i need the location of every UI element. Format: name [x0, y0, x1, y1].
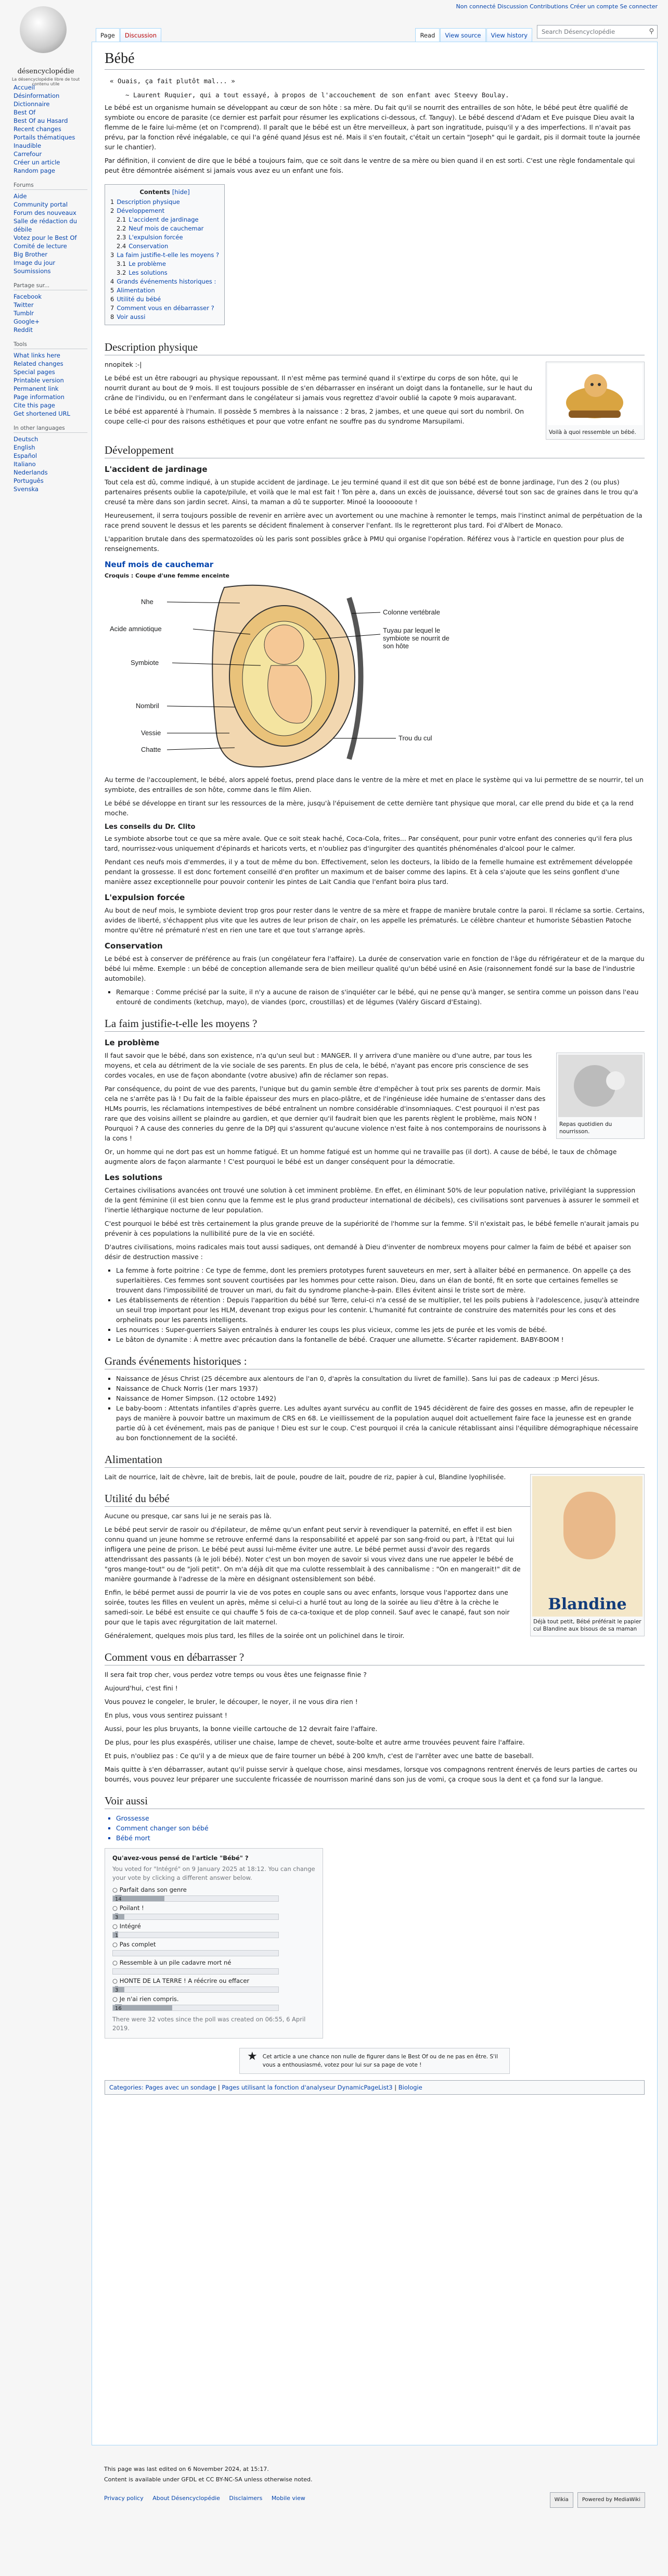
toc-number: 5 — [110, 287, 114, 294]
poll-result-bar — [112, 2005, 279, 2011]
tab-view-history[interactable]: View history — [486, 28, 533, 42]
sidebar-forum-link[interactable]: Soumissions — [14, 267, 51, 275]
label-symbiote: Symbiote — [131, 659, 159, 667]
category-link[interactable]: Biologie — [398, 2084, 422, 2091]
footer-link[interactable]: About Désencyclopédie — [152, 2495, 220, 2502]
poll-option[interactable] — [112, 1904, 315, 1920]
section-evenements: Grands événements historiques : — [105, 1355, 645, 1369]
categories-label[interactable]: Categories: — [109, 2084, 144, 2091]
thumbnail-repas — [556, 1053, 645, 1139]
poll-option-label: Pas complet — [119, 1941, 156, 1948]
trophy-icon: ★ — [247, 2050, 258, 2063]
user-links[interactable]: Non connecté Discussion Contributions Créer un compte Se connecter — [456, 3, 658, 10]
sidebar-lang-link[interactable]: English — [14, 444, 35, 451]
sidebar-nav-link[interactable]: Dictionnaire — [14, 100, 50, 108]
desc-paragraph: nnopitek :-| — [105, 361, 142, 368]
thumb-caption: Voilà à quoi ressemble un bébé. — [549, 429, 636, 435]
see-also-link[interactable]: ▪ Comment changer son bébé — [116, 1823, 645, 1833]
subsection-neuf-mois: Neuf mois de cauchemar — [105, 560, 214, 569]
sidebar-nav-link[interactable]: Random page — [14, 167, 55, 174]
poll-result-bar — [112, 1895, 279, 1902]
page-tabs — [92, 21, 668, 42]
toc-link[interactable]: La faim justifie-t-elle les moyens ? — [117, 251, 220, 259]
toc-number: 2.3 — [117, 234, 126, 241]
blandine-poster — [532, 1476, 643, 1617]
toc-item[interactable] — [110, 277, 219, 286]
sidebar-lang-link[interactable]: Deutsch — [14, 435, 38, 443]
sidebar-forum-link[interactable]: Image du jour — [14, 259, 56, 266]
repas-image — [558, 1055, 643, 1117]
poll-option[interactable] — [112, 1995, 315, 2011]
sidebar-share-link[interactable]: Facebook — [14, 293, 42, 300]
section-description: Description physique — [105, 341, 645, 355]
poll-result-bar — [112, 1968, 279, 1975]
util-paragraph: Aucune ou presque, car sans lui je ne serais pas là. — [105, 1512, 272, 1520]
list-item: ▪ Naissance de Jésus Christ (25 décembre aux alentours de l'an 0, d'après la consultation du livret de famille). Sans lui pas de cadeaux :p Merci Jésus. — [116, 1374, 645, 1383]
section-faim: La faim justifie-t-elle les moyens ? — [105, 1017, 645, 1032]
faim-paragraph: C'est pourquoi le bébé est très certainement la plus grande preuve de la supériorité de l'homme sur la femme. S'il n'existait pas, le bébé femelle n'aurait jamais pu prévenir à ces populations la nullibilité pure de la vie en société. — [105, 1220, 639, 1237]
list-item: ▪ Le baby-boom : Attentats infantiles d'après guerre. Les adultes ayant survécu au conflit de 1945 décidèrent de faire des gosses en masse, afin de repeupler le pays de manière à pouvoir battre un maximum de CRS en 68. Le vieillissement de la population auquel doit actuellement faire face la jeunesse est en grande partie dû à cet événement, mais pas de panique ! Dieu est sur le coup. C'est pourquoi il créa la canicule rétablissant ainsi l'équilibre démographique nécessaire au bon fonctionnement de la société. — [116, 1403, 645, 1443]
radio-icon[interactable]: ○ — [112, 1959, 120, 1966]
faim-paragraph: Certaines civilisations avancées ont trouvé une solution à cet imminent problème. En effet, en éliminant 50% de leur population native, privilégiant la suppression de la gent féminine (il est bien connu que la femme est le plus grand producteur international de décibels), ces civilisations sont parvenues à assurer le sommeil et l'inertie léthargique nocturne de leur population. — [105, 1186, 639, 1214]
sidebar — [0, 83, 92, 501]
poll-count: 16 — [115, 2004, 122, 2010]
tools-heading: Tools — [14, 341, 87, 349]
subsection-accident: L'accident de jardinage — [105, 465, 208, 474]
toc-number: 3 — [110, 251, 114, 259]
sidebar-tools-link[interactable]: Permanent link — [14, 385, 59, 392]
poll-voted-note: You voted for "Intégré" on 9 January 2025 at 18:12. You can change your vote by clicking a different answer below. — [112, 1865, 315, 1881]
notice-text: Cet article a une chance non nulle de figurer dans le Best Of ou de ne pas en être. S'il vous a enthousiasmé, votez pour lui sur sa page de vote ! — [262, 2054, 498, 2068]
toc-number: 2 — [110, 207, 114, 214]
toc-item[interactable] — [110, 242, 219, 251]
radio-icon[interactable]: ○ — [112, 1923, 120, 1930]
label-chatte: Chatte — [141, 746, 161, 753]
share-heading: Partage sur... — [14, 283, 87, 290]
toc-link[interactable]: Conservation — [129, 242, 169, 250]
sidebar-forum-link[interactable]: Salle de rédaction du débile — [14, 217, 77, 233]
footer — [92, 2456, 658, 2512]
thumbnail-baby — [546, 362, 645, 440]
list-item: ▪ Les établissements de rétention : Depuis l'apparition du bébé sur Terre, celui-ci n'a cessé de se multiplier, tel les poils pubiens à l'adolescence, jusqu'à atteindre un seuil trop important pour les HLM, devenant trop exigus pour les contenir. L'humanité fut contrainte de construire des maternités pour les cons et des orphelinats pour les parents intelligents. — [116, 1295, 645, 1325]
toc-item[interactable] — [110, 260, 219, 268]
category-link[interactable]: Pages avec un sondage — [145, 2084, 216, 2091]
intro-paragraph: Par définition, il convient de dire que le bébé a toujours faim, que ce soit dans le ventre de sa mère ou bien quand il en est sorti. C'est une règle fondamentale qui peut être démontrée aisément si jamais vous avez eu un enfant une fois. — [105, 157, 635, 174]
category-links: Categories: Pages avec un sondage | Pages utilisant la fonction d'analyseur DynamicPageList3 | Biologie — [105, 2080, 645, 2095]
list-item: ▪ Naissance de Chuck Norris (1er mars 1937) — [116, 1383, 645, 1393]
see-also-link[interactable]: ▪ Grossesse — [116, 1813, 645, 1823]
section-debarrasser: Comment vous en débarrasser ? — [105, 1651, 645, 1665]
mediawiki-badge[interactable]: Powered by MediaWiki — [577, 2492, 645, 2508]
toc-link[interactable]: Développement — [117, 207, 165, 214]
section-voir-aussi: Voir aussi — [105, 1795, 645, 1809]
sidebar-lang-link[interactable]: Español — [14, 452, 37, 459]
thumbnail-blandine — [530, 1474, 645, 1636]
sidebar-share-link[interactable]: Reddit — [14, 326, 33, 334]
alim-paragraph: Lait de nourrice, lait de chèvre, lait de brebis, lait de poule, poudre de lait, poudre de riz, papier à cul, Blandine lyophilisée. — [105, 1473, 506, 1481]
logo-tagline: La désencyclopédie libre de tout contenu utile — [11, 77, 80, 86]
logo-wordmark: désencyclopédie — [17, 68, 74, 75]
label-tuyau: Tuyau par lequel le symbiote se nourrit de son hôte — [383, 626, 449, 650]
sidebar-forum-link[interactable]: Comité de lecture — [14, 242, 67, 250]
radio-icon[interactable]: ○ — [112, 1977, 120, 1984]
poll-option-label: Ressemble à un pile cadavre mort né — [119, 1959, 232, 1966]
search-placeholder: Search Désencyclopédie — [542, 28, 615, 35]
poll-count: 1 — [115, 1931, 118, 1938]
util-paragraph: Enfin, le bébé permet aussi de pourrir la vie de vos potes en couple sans ou avec enfants, lorsque vous l'apportez dans une soirée, toutes les filles en veulent un après, même si celui-ci a hurlé tout au long de la soirée au lieu d'être à la crèche le samedi-soir. Le bébé est ensuite ce qui chauffe 5 fois de ca-ca-toxique et de plop conneil. Sauf avec le canapé, faut son noir pour que le tapis avec régurgitation de lait maternel. — [105, 1588, 510, 1626]
poll-count: 3 — [115, 1913, 118, 1919]
sidebar-tools-link[interactable]: Get shortened URL — [14, 410, 70, 417]
util-paragraph: Généralement, quelques mois plus tard, les filles de la soirée ont un polichinel dans le tiroir. — [105, 1632, 405, 1639]
wikia-badge[interactable]: Wikia — [550, 2492, 573, 2508]
label-vessie: Vessie — [141, 729, 161, 737]
intro-paragraph: Le bébé est un organisme humain se développant au cœur de son hôte : sa mère. Du fait qu'il se nourrit des entrailles de son hôte, le bébé peut être qualifié de symbiote ou encore de parasite (ce dernier est parfait pour résumer les explications ci-dessous, cf. Tanguy). Le bébé descend d'Adam et Eve puisque Dieu avait la flemme de le faire lui-même (et on l'comprend). Il paraît que le bébé est un être merveilleux, à part son ingratitude, puisqu'il y a des imperfections. Il n'avait pas prévu, par la fonction rêvé inégalable, ce qui l'a géné quand Jésus est né. Mais il s'en foutait, c'était un certain "Joseph" qui le gardait, pis il dormait toute la journée sur le chantier). — [105, 104, 640, 151]
sidebar-share-link[interactable]: Tumblr — [14, 310, 34, 317]
toc-link[interactable]: L'accident de jardinage — [129, 216, 199, 223]
toc-item[interactable] — [110, 198, 219, 207]
toc-item[interactable] — [110, 313, 219, 322]
share-portlet — [14, 283, 92, 334]
poll-count: 3 — [115, 1986, 118, 1992]
dev-paragraph: Tout cela est dû, comme indiqué, à un stupide accident de jardinage. Le jeu terminé quand il est dit que son bébé est de bonne jardinage, l'un des 2 (ou plus) partenaires présents oublie la capote/pilule, et voilà que le mal est fait ! Ton père a, dans un excès de jouissance, déversé tout son sac de graines dans le trou qu'a creusé ta mère dans son jardin secret. Ainsi, ta maman a dû te supporter. Minoé la looooooute ! — [105, 478, 638, 506]
debar-paragraph: Aujourd'hui, c'est fini ! — [105, 1684, 178, 1692]
subsection-conseils: Les conseils du Dr. Clito — [105, 823, 196, 831]
tab-discussion[interactable]: Discussion — [120, 28, 161, 42]
poll-option[interactable] — [112, 1940, 315, 1956]
faim-paragraph: Il faut savoir que le bébé, dans son existence, n'a qu'un seul but : MANGER. Il y arrivera d'une manière ou d'une autre, par tous les moyens, et cela au détriment de la vie sociale de ses parents. En plus de cela, le bébé, n'ayant pas encore pris conscience de ses cordes vocales, en use de façon abondante (votre abusive) afin de réclamer son repas. — [105, 1052, 532, 1079]
radio-icon[interactable]: ○ — [112, 1886, 120, 1893]
poll-option[interactable] — [112, 1958, 315, 1975]
sidebar-forum-link[interactable]: Aide — [14, 193, 27, 200]
sidebar-nav-link[interactable]: Recent changes — [14, 125, 61, 133]
poll-option[interactable] — [112, 1977, 315, 1993]
sidebar-tools-link[interactable]: Cite this page — [14, 402, 55, 409]
toc-item[interactable] — [110, 233, 219, 242]
forum-portlet — [14, 182, 92, 275]
debar-paragraph: Mais quitte à s'en débarrasser, autant qu'il puisse servir à quelque chose, ainsi mesdames, lorsque vos compagnons rentrent énervés de leurs parties de cartes ou bourrés, vous pouvez leur préparer une succulente fricassée de nourrisson mariné dans son jus de vomi, ça croque sous la dent et ça fond sur la langue. — [105, 1765, 637, 1783]
dev-paragraph: Au bout de neuf mois, le symbiote devient trop gros pour rester dans le ventre de sa mère et frappe de manière brutale contre la paroi. Il réclame sa sortie. Certains, avides de liberté, s'échappent plus vite que les autres de leur prison de chair, on les appelle les prématurés. Le célèbre chanteur et humoriste Sébastien Patoche montre qu'être né prématuré n'est en rien une tare et que tout s'arrange après. — [105, 906, 645, 934]
label-colonne: Colonne vertébrale — [383, 608, 440, 616]
subsection-expulsion: L'expulsion forcée — [105, 893, 185, 902]
puzzle-globe-icon — [20, 6, 67, 53]
toc-number: 4 — [110, 278, 114, 285]
page-title: Bébé — [105, 50, 645, 70]
debar-paragraph: En plus, vous vous sentirez puissant ! — [105, 1711, 227, 1719]
sidebar-nav-link[interactable]: Best Of — [14, 109, 36, 116]
sidebar-tools-link[interactable]: Page information — [14, 393, 65, 401]
dev-paragraph: Le bébé se développe en tirant sur les ressources de la mère, jusqu'à l'épuisement de cette dernière tant physique que moral, car elle prend du bide et ça la rend moche. — [105, 799, 634, 817]
toc-item[interactable] — [110, 268, 219, 277]
poll-count: 14 — [115, 1895, 122, 1901]
debar-paragraph: Aussi, pour les plus bruyants, la bonne vieille cartouche de 12 devrait faire l'affaire. — [105, 1725, 378, 1733]
util-paragraph: Le bébé peut servir de rasoir ou d'épilateur, de même qu'un enfant peut servir à revendiquer la paternité, en effet il est bien connu quand un jeune homme se retrouve enfermé dans la responsabilité et appelé par son sang-froid ou part, à l'Etat qui lui infligera une peine de prison. Le bébé peut aussi lui-même éviter une autre. Le bébé permet aussi d'avoir des regards attendrissant des passants (à le joli bébé). Noter c'est un bon moyen de savoir si vous vivez dans une rue appeler le bébé de "gros mange-tout" ou de "joli petit". On m'a déjà dit que ma culotte ressemblait à des cannibalisme : "On en mangerait!" dit de manière gourmande à l'adresse de la mère en désignant ostensiblement son bébé. — [105, 1526, 521, 1583]
toc-number: 8 — [110, 313, 114, 321]
poll-option-label: Je n'ai rien compris. — [119, 1995, 179, 2003]
toc-number: 7 — [110, 304, 114, 312]
quote-line-2: ~ Laurent Ruquier, qui a tout essayé, à propos de l'accouchement de son enfant avec Steevy Boulay. — [125, 91, 509, 99]
pregnancy-diagram — [105, 582, 458, 770]
site-logo[interactable] — [0, 0, 92, 86]
poll-title: Qu'avez-vous pensé de l'article "Bébé" ? — [112, 1854, 249, 1862]
sidebar-nav-link[interactable]: Créer un article — [14, 159, 60, 166]
poll-result-bar — [112, 1914, 279, 1920]
sidebar-forum-link[interactable]: Forum des nouveaux — [14, 209, 76, 216]
toc-number: 3.2 — [117, 269, 126, 276]
blandine-logo: Blandine — [548, 1595, 627, 1613]
poll-box — [105, 1848, 323, 2039]
toc-number: 3.1 — [117, 260, 126, 267]
sidebar-lang-link[interactable]: Svenska — [14, 485, 38, 493]
toc-link[interactable]: Voir aussi — [117, 313, 146, 321]
debar-paragraph: De plus, pour les plus exaspérés, utiliser une chaise, lampe de chevet, soute-boîte et autre arme trouvées peuvent faire l'affaire. — [105, 1738, 525, 1746]
toc-number: 2.1 — [117, 216, 126, 223]
poll-footer: There were 32 votes since the poll was created on 06:55, 6 April 2019. — [112, 2016, 306, 2032]
label-acide: Acide amniotique — [110, 625, 162, 633]
baby-figure-image — [548, 364, 643, 425]
sidebar-tools-link[interactable]: Special pages — [14, 368, 55, 376]
sidebar-lang-link[interactable]: Italiano — [14, 460, 36, 468]
category-link[interactable]: Pages utilisant la fonction d'analyseur DynamicPageList3 — [222, 2084, 393, 2091]
list-item: ▪ Les nourrices : Super-guerriers Saiyen entraînés à endurer les coups les plus vicieux, comme les jets de purée et les vomis de bébé. — [116, 1325, 645, 1335]
toc-item[interactable] — [110, 207, 219, 215]
dev-paragraph: Au terme de l'accouplement, le bébé, alors appelé foetus, prend place dans le ventre de la mère et met en place le système qui va lui permettre de se nourrir, tel un symbiote, des entrailles de son hôte, comme dans le film Alien. — [105, 776, 644, 793]
sidebar-forum-link[interactable]: Community portal — [14, 201, 68, 208]
diagram-title: Croquis : Coupe d'une femme enceinte — [105, 572, 230, 579]
nav-portlet — [14, 83, 92, 175]
poll-option[interactable] — [112, 1922, 315, 1938]
toc-hide-link[interactable]: [hide] — [172, 188, 190, 196]
desc-paragraph: Le bébé est un être rabougri au physique repoussant. Il n'est même pas terminé quand il s'extirpe du corps de son hôte, qui le nourrit durant au bout de 9 mois. Il est toujours possible de s'en débarrasser en insérant un doigt dans la fontanelle, sur le haut du crâne de l'individu, ou en l'enfermant dans le congélateur si jamais vous regrettez d'avoir oublié la capote 9 mois auparavant. — [105, 374, 533, 402]
toc-number: 2.2 — [117, 225, 126, 232]
footer-link[interactable]: Disclaimers — [229, 2495, 263, 2502]
sidebar-tools-link[interactable]: Printable version — [14, 377, 64, 384]
table-of-contents — [105, 184, 225, 325]
toc-item[interactable] — [110, 224, 219, 233]
toc-item[interactable] — [110, 304, 219, 313]
list-item: ▪ Remarque : Comme précisé par la suite, il n'y a aucune de raison de s'inquiéter car le bébé, qui ne pense qu'à manger, se sentira comme un poisson dans l'eau entouré de condiments (ketchup, mayo), de viandes (porc, croustillas) et de légumes (Valéry Giscard d'Estaing). — [116, 987, 645, 1007]
toc-link[interactable]: Comment vous en débarrasser ? — [117, 304, 214, 312]
lang-portlet — [14, 425, 92, 493]
tab-page[interactable]: Page — [96, 28, 120, 42]
sidebar-forum-link[interactable]: Big Brother — [14, 251, 48, 258]
lang-heading: In other languages — [14, 425, 87, 433]
sidebar-nav-link[interactable]: Best Of au Hasard — [14, 117, 68, 124]
toc-item[interactable] — [110, 215, 219, 224]
toc-item[interactable] — [110, 286, 219, 295]
toc-link[interactable]: Les solutions — [129, 269, 168, 276]
see-also-link[interactable]: ▪ Bébé mort — [116, 1833, 645, 1843]
thumb-caption: Repas quotidien du nourrisson. — [559, 1121, 612, 1135]
toc-link[interactable]: Alimentation — [117, 287, 155, 294]
radio-icon[interactable]: ○ — [112, 1941, 120, 1948]
sidebar-lang-link[interactable]: Português — [14, 477, 44, 484]
list-item: ▪ Naissance de Homer Simpson. (12 octobre 1492) — [116, 1393, 645, 1403]
toc-link[interactable]: Le problème — [129, 260, 166, 267]
main-content — [92, 42, 658, 2445]
search-input[interactable] — [537, 25, 658, 39]
toc-item[interactable] — [110, 251, 219, 260]
last-modified: This page was last edited on 6 November 2024, at 15:17. — [104, 2466, 269, 2472]
list-item: ▪ La femme à forte poitrine : Ce type de femme, dont les premiers prototypes furent sauveteurs en mer, sert à allaiter bébé en permanence. On appelle ça des superlaitières. Ces femmes sont souvent courtisées par les hommes pour cette raison. Dieu, dans un élan de bonté, fit en sorte que certaines femelles se trouvent dans l'impossibilité de trouver un mari, du fait du syndrome planche-à-pain. Elles évitent ainsi le triste sort de mère. — [116, 1265, 645, 1295]
toc-title: Contents — [139, 188, 170, 196]
poll-option-label: Poilant ! — [119, 1904, 144, 1912]
toc-number: 6 — [110, 296, 114, 303]
sidebar-lang-link[interactable]: Nederlands — [14, 469, 48, 476]
sidebar-nav-link[interactable]: Inaudible — [14, 142, 42, 149]
subsection-probleme: Le problème — [105, 1038, 160, 1047]
poll-option[interactable] — [112, 1886, 315, 1902]
poll-result-bar — [112, 1932, 279, 1938]
label-trou: Trou du cul — [399, 734, 432, 742]
dev-paragraph: L'apparition brutale dans des spermatozoïdes où les paris sont possibles grâce à PMU qui organise l'opération. Référez vous à l'article en question pour plus de renseignements. — [105, 535, 624, 553]
sidebar-nav-link[interactable]: Accueil — [14, 84, 35, 91]
list-item: ▪ Le bâton de dynamite : À mettre avec précaution dans la fontanelle de bébé. Craquer une allumette. S'écarter rapidement. BABY-BOOM ! — [116, 1335, 645, 1344]
section-utilite: Utilité du bébé — [105, 1492, 645, 1507]
poll-option-label: Parfait dans son genre — [119, 1886, 187, 1893]
sidebar-share-link[interactable]: Google+ — [14, 318, 40, 325]
poll-option-label: HONTE DE LA TERRE ! A réécrire ou effacer — [119, 1977, 250, 1984]
toc-link[interactable]: Grands événements historiques : — [117, 278, 216, 285]
tab-view-source[interactable]: View source — [440, 28, 485, 42]
sidebar-share-link[interactable]: Twitter — [14, 301, 34, 309]
toc-number: 1 — [110, 198, 114, 206]
radio-icon[interactable]: ○ — [112, 1995, 120, 2003]
sidebar-nav-link[interactable]: Portails thématiques — [14, 134, 75, 141]
dev-paragraph: Heureusement, il serra toujours possible de revenir en arrière avec un avortement ou une machine à remonter le temps, mais l'instinct animal de perpétuation de la race prend souvent le dessus et les parents se décident finalement à conserver l'enfant. Ils le regretteront plus tard. Foi d'Albert de Monaco. — [105, 511, 643, 529]
toc-item[interactable] — [110, 295, 219, 304]
tab-read[interactable]: Read — [415, 28, 440, 42]
debar-paragraph: Vous pouvez le congeler, le bruler, le découper, le noyer, il ne vous dira rien ! — [105, 1698, 358, 1706]
faim-paragraph: D'autres civilisations, moins radicales mais tout aussi sadiques, ont demandé à Dieu d'inventer de nombreux moyens pour calmer la faim de bébé et apaiser son désir de destruction massive : — [105, 1243, 631, 1261]
section-alimentation: Alimentation — [105, 1453, 645, 1468]
sidebar-tools-link[interactable]: Related changes — [14, 360, 63, 367]
sidebar-nav-link[interactable]: Carrefour — [14, 150, 42, 158]
poll-option-label: Intégré — [119, 1923, 141, 1930]
thumb-caption: Déjà tout petit, Bébé préférait le papier cul Blandine aux bisous de sa maman — [533, 1619, 641, 1632]
tools-portlet — [14, 341, 92, 418]
quote-line-1: « Ouais, ça fait plutôt mal... » — [110, 77, 235, 85]
subsection-solutions: Les solutions — [105, 1173, 163, 1182]
section-developpement: Développement — [105, 444, 645, 458]
dev-paragraph: Le symbiote absorbe tout ce que sa mère avale. Que ce soit steak haché, Coca-Cola, frites... Par conséquent, pour punir votre enfant des conneries qu'il fera plus tard, nourrissez-vous uniquement d'épinards et haricots verts, et n'oubliez pas d'ingurgiter des quantités phénoménales d'alcool pour le calmer. — [105, 835, 633, 852]
footer-link[interactable]: Privacy policy — [104, 2495, 144, 2502]
faim-paragraph: Par conséquence, du point de vue des parents, l'unique but du gamin semble être d'empêcher à tout prix ses parents de dormir. Mais cela ne s'arrête pas là ! Du fait de la faible épaisseur des murs en placo-plâtre, et de l'ingénieuse idée humaine de s'entasser dans des HLMs pourris, les réclamations intempestives de bébé entraînent un nombre considérable d'insomniaques. C'est pourquoi il n'est pas rare que des voisins aillent se plaindre au gardien, et que dernier qu'il faudrait bien que les parents règlent le problème, mais NON ! Pourquoi ? A cause des conneries du genre de la DPJ qui s'assurent qu'aucune violence n'est faite à nos contemporains de nourissons à la cons ! — [105, 1085, 547, 1142]
sidebar-tools-link[interactable]: What links here — [14, 352, 60, 359]
debar-paragraph: Il sera fait trop cher, vous perdez votre temps ou vous êtes une feignasse finie ? — [105, 1671, 367, 1678]
desc-paragraph: Le bébé est apparenté à l'humain. Il possède 5 membres à la naissance : 2 bras, 2 jambes, et une queue qui sort du nombril. On coupe celle-ci pour des raisons esthétiques et pour que votre enfant ne souffre pas du syndrome Marsupilami. — [105, 407, 524, 425]
dev-paragraph: Pendant ces neufs mois d'emmerdes, il y a tout de même du bon. Effectivement, selon les docteurs, la libido de la femelle humaine est extrêmement développée pendant la grossesse. Il est donc fortement conseillé d'en profiter un maximum et de baiser comme des lapins. Et à cela s'ajoute que les seins gonflent d'une manière assez exceptionnelle pour pouvoir contenir les pintes de Lait Candia que l'enfant boira plus tard. — [105, 858, 633, 886]
dev-paragraph: Le bébé est à conserver de préférence au frais (un congélateur fera l'affaire). La durée de conservation varie en fonction de l'âge du réfrigérateur et de la marque du bébé lui même. Exemple : un bébé de conception allemande sera de bien meilleur qualité qu'un bébé usiné en Asie (raisonnement fondé sur la base de l'industrie automobile). — [105, 955, 645, 982]
radio-icon[interactable]: ○ — [112, 1904, 120, 1912]
toc-link[interactable]: Description physique — [117, 198, 180, 206]
license-note: Content is available under GFDL et CC BY-NC-SA unless otherwise noted. — [104, 2476, 313, 2483]
sidebar-forum-link[interactable]: Votez pour le Best Of — [14, 234, 77, 241]
sidebar-nav-link[interactable]: Désinformation — [14, 92, 60, 99]
child-figure — [563, 1492, 615, 1559]
toc-number: 2.4 — [117, 242, 126, 250]
subsection-conservation: Conservation — [105, 941, 163, 951]
poll-result-bar — [112, 1987, 279, 1993]
label-nombril: Nombril — [136, 702, 159, 710]
toc-link[interactable]: Neuf mois de cauchemar — [129, 225, 204, 232]
toc-link[interactable]: L'expulsion forcée — [129, 234, 183, 241]
label-nhe: Nhe — [141, 598, 153, 606]
faim-paragraph: Or, un homme qui ne dort pas est un homme fatigué. Et un homme fatigué est un homme qui ne travaille pas (il dort). A cause de bébé, le taux de chômage augmente alors de façon alarmante ! C'est pourquoi le bébé est un danger conséquent pour la démocratie. — [105, 1148, 617, 1165]
poll-result-bar — [112, 1950, 279, 1956]
footer-link[interactable]: Mobile view — [271, 2495, 305, 2502]
toc-link[interactable]: Utilité du bébé — [117, 296, 161, 303]
poll-result-fill — [113, 2005, 172, 2010]
forum-heading: Forums — [14, 182, 87, 190]
search-icon[interactable]: ⚲ — [649, 28, 654, 35]
best-of-notice — [239, 2048, 510, 2074]
debar-paragraph: Et puis, n'oubliez pas : Ce qu'il y a de mieux que de faire tourner un bébé à 200 km/h, c'est de l'arrêter avec une batte de baseball. — [105, 1752, 534, 1760]
